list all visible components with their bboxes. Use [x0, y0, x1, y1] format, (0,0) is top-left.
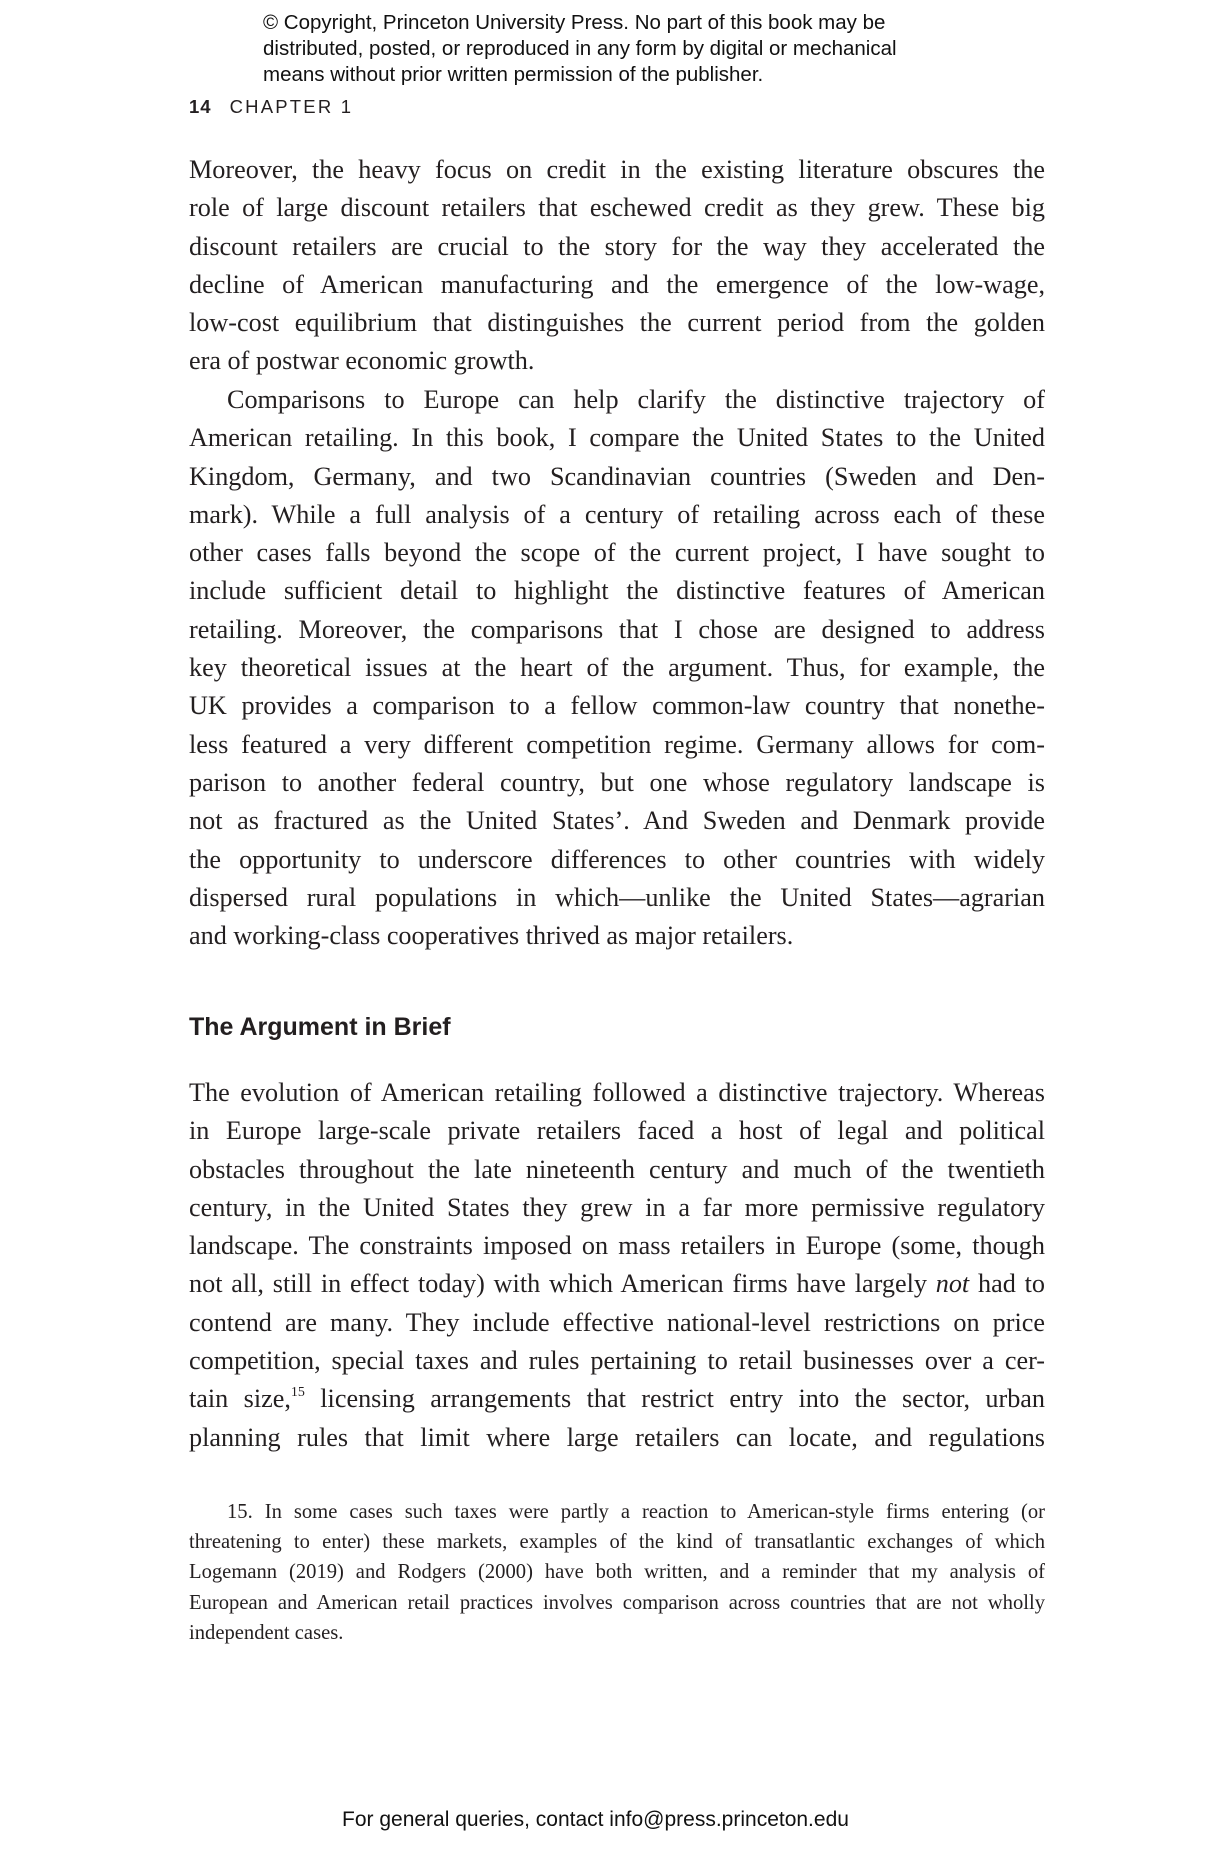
text-segment: had to: [969, 1269, 1045, 1299]
footnote-line: independent cases.: [189, 1621, 344, 1644]
text-line: role of large discount retailers that eschewed credit as they grew. These big: [189, 193, 1045, 223]
text-line: less featured a very different competition regime. Germany allows for com-: [189, 729, 1045, 759]
text-line: in Europe large-scale private retailers faced a host of legal and political: [189, 1116, 1045, 1146]
footnote-line: Logemann (2019) and Rodgers (2000) have both written, and a reminder that my analysis of: [189, 1561, 1045, 1584]
text-line: include sufficient detail to highlight the distinctive features of American: [189, 576, 1045, 606]
text-line: The evolution of American retailing followed a distinctive trajectory. Whereas: [189, 1078, 1045, 1107]
text-line: [189, 1380, 1045, 1418]
footnote-line: threatening to enter) these markets, examples of the kind of transatlantic exchanges of which: [189, 1531, 1045, 1554]
footnote-line: 15. In some cases such taxes were partly a reaction to American-style firms entering (or: [227, 1501, 1045, 1523]
text-line: dispersed rural populations in which—unlike the United States—agrarian: [189, 882, 1045, 912]
text-line: competition, special taxes and rules pertaining to retail businesses over a cer-: [189, 1346, 1045, 1376]
text-segment: tain size,: [189, 1384, 291, 1414]
text-line: mark). While a full analysis of a century of retailing across each of these: [189, 499, 1045, 529]
copyright-line: © Copyright, Princeton University Press. No part of this book may be: [263, 11, 886, 34]
text-line: era of postwar economic growth.: [189, 346, 535, 376]
text-line: retailing. Moreover, the comparisons that I chose are designed to address: [189, 614, 1045, 644]
text-line: [189, 1265, 1045, 1303]
footnote-line: European and American retail practices involves comparison across countries that are not wholly: [189, 1591, 1045, 1614]
page-number: 14: [189, 96, 212, 117]
text-line: discount retailers are crucial to the story for the way they accelerated the: [189, 231, 1045, 261]
paragraph-1: [189, 151, 1045, 381]
text-line: other cases falls beyond the scope of the current project, I have sought to: [189, 538, 1045, 568]
footnote-marker[interactable]: 15: [290, 1385, 305, 1401]
paragraph-2: [189, 381, 1045, 955]
copyright-line: means without prior written permission of the publisher.: [263, 63, 764, 86]
text-line: American retailing. In this book, I compare the United States to the United: [189, 423, 1045, 453]
text-line: low-cost equilibrium that distinguishes the current period from the golden: [189, 308, 1045, 338]
text-line: Kingdom, Germany, and two Scandinavian countries (Sweden and Den-: [189, 461, 1045, 491]
running-head: [189, 96, 353, 118]
text-line: century, in the United States they grew in a far more permissive regulatory: [189, 1192, 1045, 1222]
paragraph-3: [189, 1074, 1045, 1457]
text-line: landscape. The constraints imposed on mass retailers in Europe (some, though: [189, 1231, 1045, 1261]
text-line: Comparisons to Europe can help clarify the distinctive trajectory of: [227, 385, 1045, 414]
footnote-15: [189, 1497, 1045, 1648]
copyright-notice: [263, 10, 983, 88]
text-line: UK provides a comparison to a fellow common-law country that nonethe-: [189, 691, 1045, 721]
text-line: key theoretical issues at the heart of the argument. Thus, for example, the: [189, 653, 1045, 683]
text-line: the opportunity to underscore differences to other countries with widely: [189, 844, 1045, 874]
text-line: planning rules that limit where large retailers can locate, and regulations: [189, 1422, 1045, 1452]
italic-emphasis: not: [935, 1269, 970, 1299]
contact-footer: For general queries, contact info@press.princeton.edu: [342, 1808, 849, 1831]
copyright-line: distributed, posted, or reproduced in any form by digital or mechanical: [263, 37, 897, 60]
text-line: not as fractured as the United States’. And Sweden and Denmark provide: [189, 806, 1045, 836]
chapter-label: CHAPTER 1: [229, 96, 354, 117]
text-line: parison to another federal country, but one whose regulatory landscape is: [189, 767, 1045, 797]
section-heading: The Argument in Brief: [189, 1013, 451, 1041]
text-line: and working-class cooperatives thrived as major retailers.: [189, 921, 794, 951]
text-line: Moreover, the heavy focus on credit in the existing literature obscures the: [189, 155, 1045, 184]
text-line: contend are many. They include effective national-level restrictions on price: [189, 1307, 1045, 1337]
text-line: obstacles throughout the late nineteenth century and much of the twentieth: [189, 1154, 1045, 1184]
text-line: decline of American manufacturing and the emergence of the low-wage,: [189, 269, 1045, 299]
text-segment: not all, still in effect today) with which American firms have largely: [189, 1269, 936, 1299]
text-segment: licensing arrangements that restrict entry into the sector, urban: [304, 1384, 1046, 1414]
